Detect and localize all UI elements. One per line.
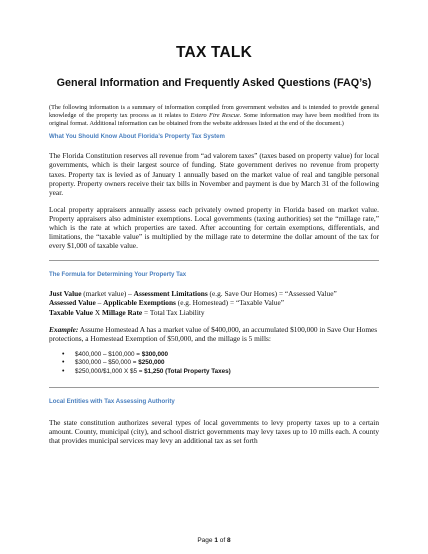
intro-text-2: . Some information may have been modified from its original format. Additional information can be obtained from the website addresses listed at the end of the document.) [49, 111, 379, 127]
calc-text: $300,000 – $50,000 = [75, 359, 139, 367]
calc-result: $250,000 [138, 359, 165, 367]
page-footer [0, 537, 428, 544]
footer-of: of [217, 537, 228, 544]
calc-text: $400,000 – $100,000 = [75, 350, 142, 358]
formula-text: (e.g. Homestead) = “Taxable Value” [175, 298, 285, 308]
calc-text: $250,000/$1,000 X $5 = [75, 367, 145, 375]
term-taxable-value: Taxable Value [49, 307, 94, 317]
formula-text: (market value) – [81, 289, 134, 299]
formula-line-taxable-value [49, 298, 379, 307]
document-title: TAX TALK [176, 44, 252, 61]
total-pages: 8 [227, 537, 231, 544]
intro-text-1: (The following information is a summary of information compiled from government websites and is intended to provide general knowledge of the property tax process as it relates to [49, 104, 379, 119]
term-assessment-limitations: Assessment Limitations [133, 289, 208, 299]
example-label: Example: [49, 324, 79, 334]
intro-paragraph [49, 104, 379, 127]
section-heading-property-tax-system: What You Should Know About Florida’s Property Tax System [49, 133, 225, 141]
term-millage-rate: Millage Rate [102, 307, 143, 317]
paragraph-appraisers: Local property appraisers annually assess each privately owned property in Florida based on market value. Property appraisers also administer exemptions. Local governments (taxing authorities) set the “millage rate,” which is the rate at which properties are taxed. After accounting for certain exemptions, differentials, and limitations, the “taxable value” is multiplied by the millage rate to determine the dollar amount of the tax for every $1,000 of taxable value. [49, 204, 379, 251]
example-calculation-list [49, 351, 379, 377]
document-subtitle: General Information and Frequently Asked Questions (FAQ’s) [56, 77, 372, 89]
formula-line-total-tax [49, 308, 379, 317]
footer-prefix: Page [197, 537, 215, 544]
example-paragraph [49, 325, 379, 343]
list-item [49, 359, 379, 368]
paragraph-local-entities: The state constitution authorizes several types of local governments to levy property taxes up to a certain amount. County, municipal (city), and school district governments may levy taxes up to 10 mills each. A county that provides municipal services may levy an additional tax as set forth [49, 417, 379, 445]
term-assessed-value: Assessed Value [49, 298, 96, 308]
formula-text: X [93, 307, 102, 317]
formula-line-assessed-value [49, 289, 379, 298]
example-text: Assume Homestead A has a market value of $400,000, an accumulated $100,000 in Save Our Homes protections, a Homestead Exemption of $50,000, and the millage is 5 mills: [49, 324, 378, 343]
term-just-value: Just Value [49, 289, 82, 299]
list-item [49, 368, 379, 377]
document-body [49, 104, 379, 445]
formula-text: (e.g. Save Our Homes) = “Assessed Value” [207, 289, 337, 299]
intro-org-name: Estero Fire Rescue [190, 111, 240, 119]
section-heading-local-entities: Local Entities with Tax Assessing Authority [49, 397, 175, 405]
current-page-number: 1 [214, 537, 218, 544]
list-item [49, 351, 379, 360]
calc-result: $300,000 [141, 350, 168, 358]
calc-result: $1,250 (Total Property Taxes) [144, 367, 231, 375]
term-applicable-exemptions: Applicable Exemptions [103, 298, 176, 308]
section-heading-formula: The Formula for Determining Your Property Tax [49, 271, 187, 279]
paragraph-constitution: The Florida Constitution reserves all revenue from “ad valorem taxes” (taxes based on property value) for local governments, which is their largest source of funding. State government derives no revenue from property taxes. Property tax is levied as of January 1 annually based on the market value of real and tangible personal property. Property owners receive their tax bills in November and payment is due by March 31 of the following year. [49, 151, 379, 197]
formula-text: – [95, 298, 104, 308]
formula-text: = Total Tax Liability [142, 307, 205, 317]
